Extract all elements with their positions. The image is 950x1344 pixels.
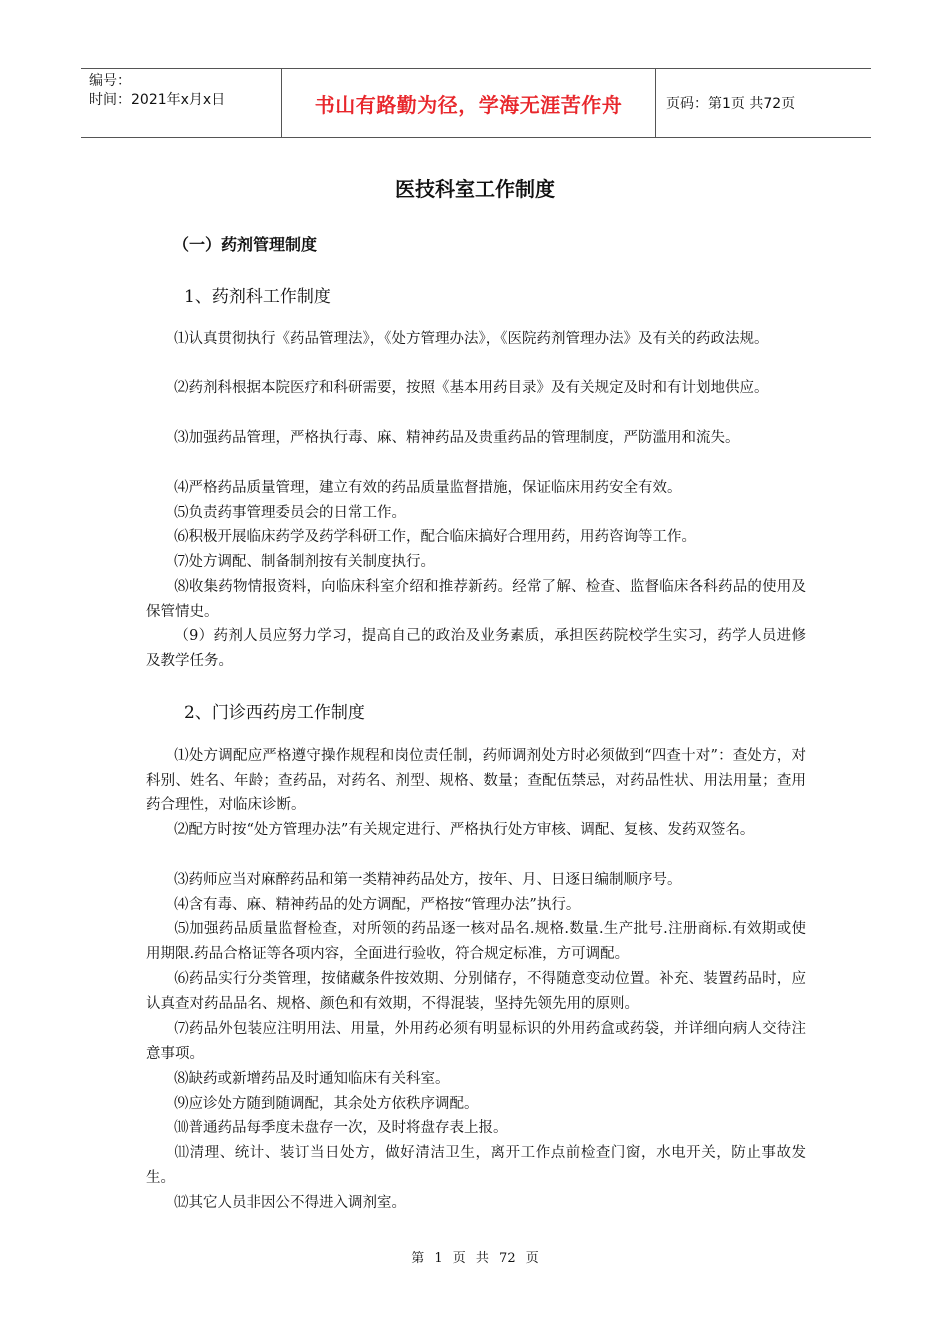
paragraph: ⑽普通药品每季度未盘存一次，及时将盘存表上报。 [174,1120,508,1136]
paragraph: ⑻收集药物情报资料，向临床科室介绍和推荐新药。经常了解、检查、监督临床各科药品的使用及保管情史。 [146,579,806,620]
paragraph: ⑻缺药或新增药品及时通知临床有关科室。 [174,1071,450,1087]
section-heading: （一）药剂管理制度 [173,235,318,254]
paragraph: ⑹积极开展临床药学及药学科研工作，配合临床搞好合理用药，用药咨询等工作。 [174,529,696,545]
paragraph: ⑼应诊处方随到随调配，其余处方依秩序调配。 [174,1096,479,1112]
paragraph: ⑿其它人员非因公不得进入调剂室。 [174,1195,406,1211]
paragraph: ⑸加强药品质量监督检查，对所领的药品逐一核对品名.规格.数量.生产批号.注册商标.有效期或使用期限.药品合格证等各项内容，全面进行验收，符合规定标准，方可调配。 [146,921,806,962]
paragraph: ⑵配方时按“处方管理办法”有关规定进行、严格执行处方审核、调配、复核、发药双签名。 [174,822,755,838]
paragraph: ⑵药剂科根据本院医疗和科研需要，按照《基本用药目录》及有关规定及时和有计划地供应。 [174,380,769,396]
paragraph: ⑴认真贯彻执行《药品管理法》，《处方管理办法》，《医院药剂管理办法》及有关的药政法规。 [174,331,769,347]
time-label: 时间：2021年x月x日 [89,92,226,108]
header-table [81,68,871,138]
header-motto: 书山有路勤为径，学海无涯苦作舟 [281,69,656,137]
number-label: 编号： [89,73,131,89]
paragraph: ⑸负责药事管理委员会的日常工作。 [174,505,406,521]
header-meta [81,69,281,137]
header-page-info: 页码：第1页 共72页 [666,96,796,112]
page-footer: 第 1 页 共 72 页 [411,1251,539,1266]
paragraph: ⑴处方调配应严格遵守操作规程和岗位责任制，药师调剂处方时必须做到“四查十对”：查处方，对科别、姓名、年龄；查药品，对药名、剂型、规格、数量；查配伍禁忌，对药品性状、用法用量；查用药合理性，对临床诊断。 [146,748,806,813]
paragraph: ⑶药师应当对麻醉药品和第一类精神药品处方，按年、月、日逐日编制顺序号。 [174,872,682,888]
paragraph: ⑶加强药品管理，严格执行毒、麻、精神药品及贵重药品的管理制度，严防滥用和流失。 [174,430,740,446]
paragraph: （9）药剂人员应努力学习，提高自己的政治及业务素质，承担医药院校学生实习，药学人员进修及教学任务。 [146,628,806,669]
document-title: 医技科室工作制度 [395,177,555,201]
paragraph: ⑷严格药品质量管理，建立有效的药品质量监督措施，保证临床用药安全有效。 [174,480,682,496]
paragraph: ⑺处方调配、制备制剂按有关制度执行。 [174,554,435,570]
paragraph: ⑾清理、统计、装订当日处方，做好清洁卫生，离开工作点前检查门窗，水电开关，防止事故发生。 [146,1145,806,1186]
paragraph: ⑹药品实行分类管理，按储藏条件按效期、分别储存，不得随意变动位置。补充、装置药品时，应认真查对药品品名、规格、颜色和有效期，不得混装，坚持先领先用的原则。 [146,971,806,1012]
subheading-1: 1、药剂科工作制度 [184,287,331,307]
paragraph: ⑺药品外包装应注明用法、用量，外用药必须有明显标识的外用药盒或药袋，并详细向病人交待注意事项。 [146,1021,806,1062]
paragraph: ⑷含有毒、麻、精神药品的处方调配，严格按“管理办法”执行。 [174,897,581,913]
subheading-2: 2、门诊西药房工作制度 [184,703,365,723]
